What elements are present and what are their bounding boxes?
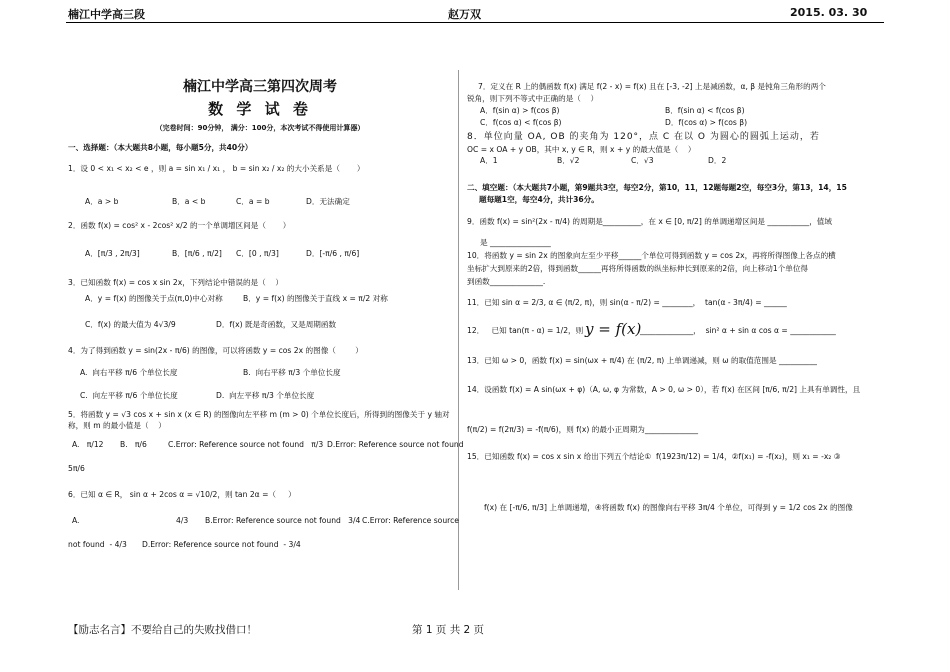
q1-option-a: A．a > b [85,197,119,206]
q8-option-a: A．1 [480,156,498,165]
q2-option-d: D．[-π/6 , π/6] [306,249,360,258]
q5-option-d-value: 5π/6 [68,464,85,473]
q15-stem: 15．已知函数 f(x) = cos x sin x 给出下列五个结论① f(1923π/12) = 1/4，②f(x₁) = -f(x₂)，则 x₁ = -x₂ ③ [467,452,841,461]
q9-stem-line2: 是 ________________ [480,238,551,247]
q8-stem-line2: OC = x OA + y OB，其中 x, y ∈ R，则 x + y 的最大值是（ ） [467,145,696,154]
column-divider [458,70,459,590]
section-2-heading-line1: 二、填空题：（本大题共7小题，第9题共3空，每空2分，第10，11，12题每题2空，每空3分，第13，14，15 [467,183,847,192]
q12-function-label: y = f(x) [585,320,642,338]
q14-stem-line2: f(π/2) = f(2π/3) = -f(π/6)，则 f(x) 的最小正周期为______________ [467,425,699,434]
q6-option-d: D.Error: Reference source not found - 3/4 [142,540,301,549]
q10-line3: 到函数______________. [467,277,546,286]
q1-option-b: B．a < b [172,197,206,206]
q10-line1: 10．将函数 y = sin 2x 的图象向左至少平移______个单位可得到函数 y = cos 2x，再将所得图像上各点的横 [467,251,836,260]
q12-blanks: ______________， sin² α + sin α cos α = ____________ [640,326,836,335]
q13-stem: 13．已知 ω > 0，函数 f(x) = sin(ωx + π/4) 在 (π/2, π) 上单调递减，则 ω 的取值范围是 __________ [467,356,817,365]
q7-option-d: D．f(cos α) > f(cos β) [665,118,748,127]
q2-stem: 2．函数 f(x) = cos² x - 2cos² x/2 的一个单调增区间是（ ） [68,221,291,230]
q15-stem-line2: f(x) 在 [-π/6, π/3] 上单调递增，④将函数 f(x) 的图像向右平移 3π/4 个单位，可得到 y = 1/2 cos 2x 的图像 [484,503,853,512]
exam-subtitle: 数 学 试 卷 [208,100,312,118]
q2-option-c: C．[0 , π/3] [236,249,279,258]
q3-stem: 3．已知函数 f(x) = cos x sin 2x，下列结论中错误的是（ ） [68,278,283,287]
q6-option-a-value: 4/3 [176,516,189,525]
q9-stem: 9．函数 f(x) = sin²(2x - π/4) 的周期是__________，在 x ∈ [0, π/2] 的单调递增区间是 ___________，值域 [467,217,832,226]
q12-stem: 12． 已知 tan(π - α) = 1/2，则 [467,326,584,335]
q3-option-a: A．y = f(x) 的图像关于点(π,0)中心对称 [85,294,223,303]
q5-option-c: C.Error: Reference source not found π/3 [168,440,324,449]
q8-option-d: D．2 [708,156,727,165]
q8-option-c: C．√3 [631,156,654,165]
q8-option-b: B．√2 [557,156,580,165]
q7-option-b: B．f(sin α) < f(cos β) [665,106,745,115]
header-rule [66,22,884,23]
section-1-heading: 一、选择题：（本大题共8小题，每小题5分，共40分） [68,143,253,152]
q4-option-c: C. 向左平移 π/6 个单位长度 [80,391,178,400]
q4-option-b: B. 向右平移 π/3 个单位长度 [243,368,341,377]
q1-option-c: C．a = b [236,197,270,206]
q2-option-b: B．[π/6 , π/2] [172,249,222,258]
q4-option-d: D. 向左平移 π/3 个单位长度 [216,391,315,400]
q5-stem-line2: 称，则 m 的最小值是（ ） [68,421,166,430]
footer-motto: 【励志名言】不要给自己的失败找借口！ [68,624,257,636]
q8-stem-line1: 8．单位向量 OA, OB 的夹角为 120°，点 C 在以 O 为圆心的圆弧上运动，若 [467,132,820,142]
q14-stem: 14．设函数 f(x) = A sin(ωx + φ)（A, ω, φ 为常数，A > 0, ω > 0），若 f(x) 在区间 [π/6, π/2] 上具有单调性，且 [467,385,861,394]
q10-line2: 坐标扩大到原来的2倍，得到函数______再将所得函数的纵坐标伸长到原来的2倍，向上移动1个单位得 [467,264,809,273]
exam-title: 楠江中学高三第四次周考 [183,79,337,95]
header-school: 楠江中学高三段 [68,8,145,21]
q1-stem: 1．设 0 < x₁ < x₂ < e ，则 a = sin x₁ / x₁ ， b = sin x₂ / x₂ 的大小关系是（ ） [68,164,365,173]
header-date: 2015. 03. 30 [790,6,868,19]
q3-option-c: C．f(x) 的最大值为 4√3/9 [85,320,176,329]
section-2-heading-line2: 题每题1空，每空4分，共计36分。 [479,195,599,204]
q3-option-b: B．y = f(x) 的图像关于直线 x = π/2 对称 [243,294,388,303]
q7-stem-line2: 锐角，则下列不等式中正确的是（ ） [467,94,599,103]
q5-option-a: A. π/12 [72,440,104,449]
q6-option-a: A. [72,516,80,525]
q3-option-d: D．f(x) 既是奇函数，又是周期函数 [216,320,337,329]
q7-option-c: C．f(cos α) < f(cos β) [480,118,562,127]
q6-option-c: C.Error: Reference source [362,516,459,525]
q4-option-a: A. 向右平移 π/6 个单位长度 [80,368,178,377]
header-author: 赵万双 [448,8,481,21]
q5-option-d: D.Error: Reference source not found [327,440,464,449]
q11-stem: 11．已知 sin α = 2/3, α ∈ (π/2, π)，则 sin(α - π/2) = ________， tan(α - 3π/4) = ______ [467,298,787,307]
exam-info: （完卷时间：90分钟， 满分：100分，本次考试不得使用计算器） [155,124,365,132]
q5-stem-line1: 5．将函数 y = √3 cos x + sin x (x ∈ R) 的图像向左平移 m (m > 0) 个单位长度后，所得到的图像关于 y 轴对 [68,410,450,419]
q7-option-a: A．f(sin α) > f(cos β) [480,106,560,115]
q2-option-a: A．[π/3 , 2π/3] [85,249,140,258]
q4-stem: 4．为了得到函数 y = sin(2x - π/6) 的图像，可以将函数 y = cos 2x 的图像（ ） [68,346,363,355]
q6-stem: 6．已知 α ∈ R， sin α + 2cos α = √10/2，则 tan 2α =（ ） [68,490,296,499]
q6-option-b: B.Error: Reference source not found 3/4 [205,516,361,525]
q6-option-c-value: not found - 4/3 [68,540,127,549]
q5-option-b: B. π/6 [120,440,147,449]
q7-stem-line1: 7．定义在 R 上的偶函数 f(x) 满足 f(2 - x) = f(x) 且在 [-3, -2] 上是减函数，α, β 是钝角三角形的两个 [478,82,826,91]
q1-option-d: D．无法确定 [306,197,350,206]
footer-page-number: 第 1 页 共 2 页 [412,624,485,636]
